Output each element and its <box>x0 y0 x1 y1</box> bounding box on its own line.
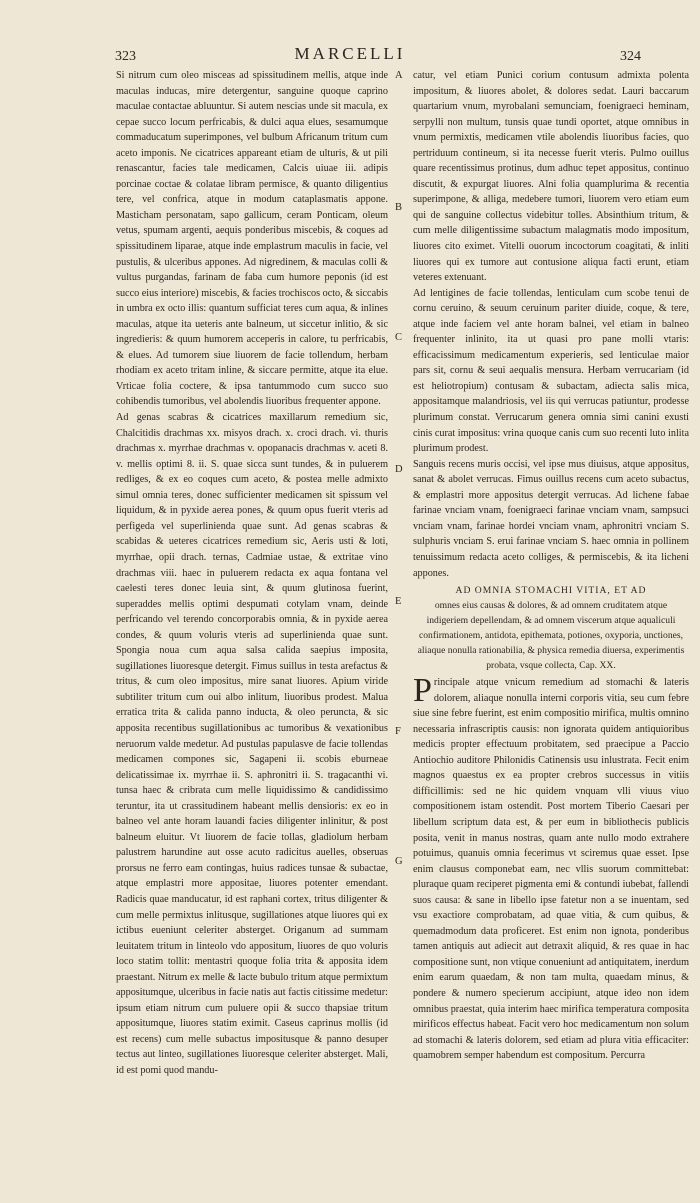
margin-letter-a: A <box>395 70 403 81</box>
paragraph: catur, vel etiam Punici corium contusum admixta polenta impositum, & liuores abolet, & dolores sedat. Lauri baccarum quartarium vnum, myrobalani semunciam, foenigraeci heminam, serpylli non multum, tunsis quae tundi oportet, atque omnibus in vnum permixtis, medicamen vtile abolendis liuoribus facies, quo pertriduum contineum, si ita necesse fuerit vteris. Pulmo ouillus quare recentissimus protinus, dum adhuc tepet appositus, continuo discutit, & expurgat liuores. Alni folia quamplurima & recentia superimpone, & alliga, medebere tumori, liuorem vero etiam eum qui de sanguine collectus videbitur tolles. Absinthium tritum, & cum melle diligentissime subactum malagmatis modo impositum, liuores cito eximet. Vitelli ouorum incoctorum coagitati, & inliti liuores qui ex tumore aut contusione aliqua facti erunt, etiam veteres extenuant. <box>413 70 689 284</box>
margin-letter-d: D <box>395 464 403 475</box>
right-page-number: 324 <box>620 49 641 64</box>
chapter-heading <box>413 583 689 673</box>
chapter-text: rincipale atque vnicum remedium ad stomachi & lateris dolorem, aliaque nonulla interni corporis vitia, seu cum febre siue sine febre fuerint, est enim compositio mirifica, multis omnino necessaria infrascriptis causis: non ignorata quidem antiquioribus medicis propter effectuum probitatem, sed praecipue a Paccio Antiochio auditore Philonidis Catinensis usu inlustrata. Fecit enim magnos quaestus ex ea propter crebros successus in vitiis difficillimis: sed ne hic quidem vnquam vlli viuus viuo compositionem istam ostendit. Post mortem Tiberio Caesari per libellum scriptum data est, & per eum in bibliothecis publicis posita, venit in manus nostras, quam ante nullo modo extrahere potuimus, quanuis omnia fecerimus vt sciremus quae esset. Ipse enim clausus componebat eam, nec vllis suorum committebat: pluraque quam reciperet pigmenta emi & contundi iubebat, fallendi suos causa: & sane in libello ipse fatetur non a se inuentam, sed vsu exactiore comprobatam, ad quae vitia, & cum quibus, & quemadmodum data proficeret. Est enim non ignota, ponderibus tamen antiquis aut adiecit aut detraxit aliquid, & res quae in hac compositione sunt, non vtique conueniunt ad antiquitatem, inerdum enim earum quaedam, & non tam multa, quaedam minus, & pondere & numero specierum accipiunt, atque ideo non idem omnibus praestat, quia interim haec mirifica temperatura composita mirificos effectus habeat. Facit vero hoc medicamentum non solum ad stomachi & lateris dolorem, sed etiam ad plura vitia efficaciter: quamobrem semper habendum est compositum. Percurra <box>413 677 689 1062</box>
margin-letter-f: F <box>395 726 401 737</box>
paragraph: Si nitrum cum oleo misceas ad spissitudinem mellis, atque inde maculas inducas, mire detergentur, sanguine quoque caprino maculae contactae abluuntur. Si autem nescias unde sit macula, ex cepae succo locum perfricabis, & dulci aqua elues, sesamumque commaducatum superimpones, vel bulbum Africanum tritum cum aceto imponis. Ne cicatrices appareant etiam de ulturis, & ut pili renascantur, facies tale medicamen, Calcis uiuae iii. adipis porcinae coctae & colatae libram permisce, & quanto diligentius tere, vel confrica, atque in modum cataplasmatis appone. Masticham personatam, sapo gallicum, ceram Ponticam, oleum vetus, spumam argenti, aequis ponderibus miscebis, & coques ad spissitudinem liparae, atque inde emplastrum maculis in facie, vel pustulis, & ulceribus appones. Ad nigredinem, & maculas colli & vultus purgandas, farinam de faba cum humore peponis (id est succo eius interiore) miscebis, & facies trochiscos octo, & siccabis in umbra ex octo illis: quantum sufficiat teres cum aqua, & inlines maculas, atque ita ueteris ante balneum, ut siccetur inlitio, & sic ingredieris: & quum humorem acceperis in calore, tu perfricabis, & elues. Ad tumorem siue liuorem de facie tollendum, herbam rhodiam ex aceto tritam inline, & siccare permitte, atque ita elue. Vrticae folia coctere, & ipsa tantummodo cum succo suo cohibendis tumoribus, vel abolendis liuoribus frequenter appone. <box>116 70 388 408</box>
left-page-number: 323 <box>115 49 136 64</box>
paragraph: Ad lentigines de facie tollendas, lenticulam cum scobe tenui de cornu ceruino, & seuum ceruinum pariter diuide, coque, & tere, atque inde faciem vel ante horam balnei, vel etiam in balneo frequenter inlinito, ita ut quasi pro pane molli vtaris: efficacissimum medicamentum experieris, sed lenticulae maior pars sit, cornu & seui aequalis mensura. Herbam verrucariam (id est heliotropium) contusam & subactam, adiecta salis mica, appositamque malandriosis, vel iis qui verrucas patiuntur, prodesse plurimum constat. Verrucarum genera omnia simi canini exusti cinis curat impositus: vrina quoque canis cum suo recenti luto inlita plurimum prodest. <box>413 287 689 455</box>
margin-letter-e: E <box>395 596 402 607</box>
drop-cap: P <box>413 672 432 710</box>
chapter-heading-line: AD OMNIA STOMACHI VITIA, ET AD <box>455 585 647 597</box>
paragraph: Sanguis recens muris occisi, vel ipse mus diuisus, atque appositus, sanat & abolet verrucas. Fimus ouillus recens cum aceto subactus, & emplastri more appositus detergit verrucas. Ad lichene fabae farinae vnciam vnam, foenigraeci farinae vnciam vnam, sampsuci vnciam vnam, farinae hordei vnciam vnam, aphronitri vnciam S. sulphuris vnciam S. erui farinae vnciam S. haec omnia in pollinem tenuissimum redacta aceto colliges, & permiscebis, & ita licheni appones. <box>413 458 689 579</box>
right-text-column <box>413 68 689 1108</box>
margin-letter-b: B <box>395 202 403 213</box>
margin-letter-g: G <box>395 856 403 867</box>
paragraph: Ad genas scabras & cicatrices maxillarum remedium sic, Chalcitidis drachmas xx. misyos drach. x. croci drach. vi. thuris drachmas x. myrrhae drachmas v. opopanacis drachmas v. aceti 8. v. mellis optimi 8. ii. S. quae sicca sunt tundes, & in puluerem redliges, & ex eo coques cum aceto, & postea melle admixto simul omnia teres, donec sufficienter medicamen sit spissum vel liquidum, & in pyxide aerea pones, & quum opus fuerit vteris ad perfigeda vel superlinienda quae sunt. Ad genas scabras & scabidas & ueteres cicatrices remedium sic, Aeris usti & loti, myrrhae, opii drach. ternas, Cadmiae ustae, & extritae vino drachmas viii. haec in puluerem redacta ex aqua fontana vel caelesti teres donec leuia sint, & quum glutinosa fuerint, superaddes mellis optimi despumati cotylam vnam, deinde perfricando vel terendo concorporabis omnia, & in pyxide aerea condes, & quum voluris vteris ad superlinienda quae sunt. Spongia noua cum aqua salsa calida saepius imposita, sugillationes liuoresque detergit. Fimus suillus in testa arefactus & tritus, & cum oleo impositus, mire sanat liuores. Apium viride subtiliter tritum cum oui albo inlitum, liuoribus prodest. Malua erratica trita & calida panno inducta, & oleo perunctа, & sic apposita recentibus sugillationibus ac tumoribus & vexationibus neruorum valde medetur. Ad pustulas papulasve de facie tollendas medicamen compones sic, Sagapeni ii. scobis eburneae delicatissimae ix. myrrhae ii. S. aphronitri ii. S. tragacanthi vi. tunsa haec & cribrata cum melle liquidissimo & candidissimo teruntur, ita ut crassitudinem habeant mellis densioris: ex eo in balneo vel ante horam lauandi facies diligenter inlinitur, & post balneum eluitur. Vt liuorem de facie tollas, gladiolum herbam palustrem harundine aut osse acuto radicitus auelles, obseruas prorsus ne ferro eam contingas, huius radices tunsae & subactae, atque emplastri more appositae, liuores potenter emendant. Radicis quae manducatur, id est raphani cortex, tritus diligenter & cum melle permixtus inlitusque, sugillationes atque liuores qui ex ictibus eueniunt celeriter absterget. Origanum ad summam leuitatem tritum in linteolo vdo appositum, liuores de quo voluris loco statim tollit: mentastri quoque folia trita & apposita idem praestant. Nitrum ex melle & lacte bubulo tritum atque permixtum appositumque, ulceribus in facie natis aut factis citissime medetur: ipsum etiam nitrum cum puluere opii & succo thapsiae tritum appositumque, liuores statim eximit. Caseus caprinus mollis (id est recens) cum melle subactus impositusque & panno desuper tectus aut linteo, sugillationes liuoresque celeriter absterget. Mali, id est pomi quod mandu- <box>116 412 388 1076</box>
running-title: MARCELLI <box>294 44 406 63</box>
margin-letter-c: C <box>395 332 403 343</box>
chapter-heading-body: omnes eius causas & dolores, & ad omnem cruditatem atque indigeriem depellendam, & ad omnem viscerum atque aqualiculi confirmationem, antidota, epithemata, potiones, oxyporia, unctiones, aliaque nonulla rationabilia, & physica remedia diuersa, experimentis probata, vsque collecta, Cap. XX. <box>417 600 685 672</box>
chapter-body <box>413 672 689 1064</box>
left-text-column <box>116 68 388 1108</box>
